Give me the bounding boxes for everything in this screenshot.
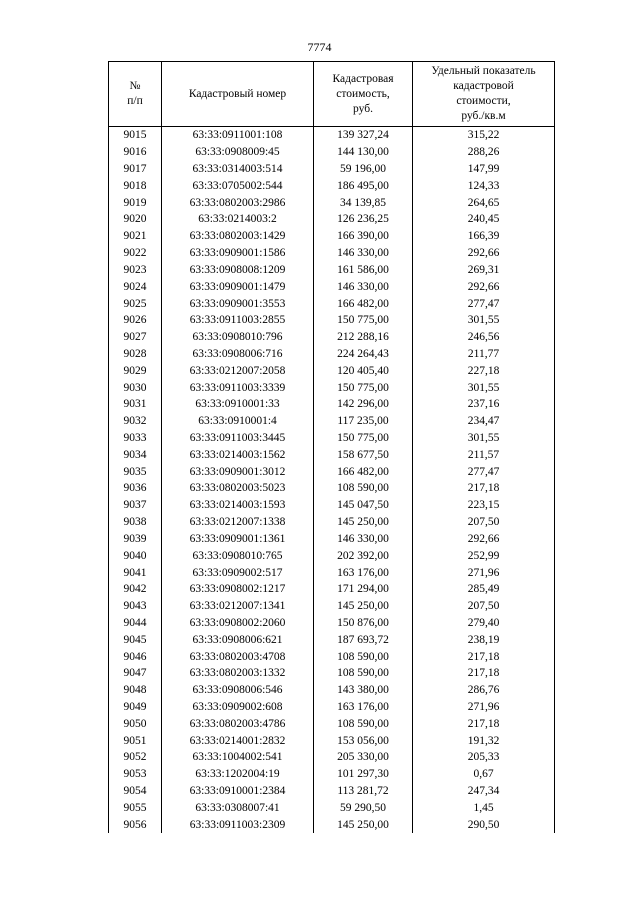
cadastral-number-cell: 63:33:1004002:541 [162, 749, 314, 766]
cadastral-number-cell: 63:33:0802003:5023 [162, 480, 314, 497]
specific-value-cell: 207,50 [413, 514, 555, 531]
cadastral-number-cell: 63:33:0212007:1341 [162, 598, 314, 615]
specific-value-cell: 271,96 [413, 564, 555, 581]
cadastral-number-cell: 63:33:0910001:33 [162, 396, 314, 413]
row-number-cell: 9031 [109, 396, 162, 413]
row-number-cell: 9017 [109, 161, 162, 178]
cadastral-value-cell: 146 330,00 [314, 531, 413, 548]
cadastral-value-cell: 108 590,00 [314, 648, 413, 665]
specific-value-cell: 217,18 [413, 480, 555, 497]
cadastral-value-cell: 108 590,00 [314, 715, 413, 732]
table-row [109, 262, 555, 279]
table-row [109, 413, 555, 430]
table-row [109, 598, 555, 615]
specific-value-cell: 227,18 [413, 362, 555, 379]
cadastral-value-cell: 166 482,00 [314, 463, 413, 480]
table-row [109, 245, 555, 262]
specific-value-cell: 277,47 [413, 295, 555, 312]
row-number-cell: 9049 [109, 699, 162, 716]
table-row [109, 749, 555, 766]
specific-value-cell: 217,18 [413, 648, 555, 665]
cadastral-value-cell: 166 390,00 [314, 228, 413, 245]
cadastral-value-cell: 163 176,00 [314, 699, 413, 716]
cadastral-number-cell: 63:33:0314003:514 [162, 161, 314, 178]
specific-value-cell: 315,22 [413, 127, 555, 144]
cadastral-number-cell: 63:33:0911003:3445 [162, 430, 314, 447]
cadastral-number-cell: 63:33:0705002:544 [162, 177, 314, 194]
specific-value-cell: 237,16 [413, 396, 555, 413]
table-row [109, 497, 555, 514]
table-row [109, 732, 555, 749]
cadastral-value-cell: 139 327,24 [314, 127, 413, 144]
table-row [109, 144, 555, 161]
table-row [109, 161, 555, 178]
cadastral-number-cell: 63:33:0802003:1429 [162, 228, 314, 245]
cadastral-number-cell: 63:33:0908002:2060 [162, 615, 314, 632]
specific-value-cell: 252,99 [413, 547, 555, 564]
cadastral-number-cell: 63:33:0909001:3553 [162, 295, 314, 312]
cadastral-number-cell: 63:33:0911003:2855 [162, 312, 314, 329]
specific-value-cell: 292,66 [413, 245, 555, 262]
row-number-cell: 9046 [109, 648, 162, 665]
cadastral-number-cell: 63:33:0212007:1338 [162, 514, 314, 531]
cadastral-value-cell: 205 330,00 [314, 749, 413, 766]
table-row [109, 430, 555, 447]
cadastral-number-cell: 63:33:0802003:1332 [162, 665, 314, 682]
cadastral-number-cell: 63:33:0909002:517 [162, 564, 314, 581]
cadastral-number-cell: 63:33:0214003:2 [162, 211, 314, 228]
row-number-cell: 9020 [109, 211, 162, 228]
cadastral-value-cell: 212 288,16 [314, 329, 413, 346]
specific-value-cell: 292,66 [413, 278, 555, 295]
cadastral-value-cell: 113 281,72 [314, 783, 413, 800]
specific-value-cell: 290,50 [413, 816, 555, 833]
table-row [109, 766, 555, 783]
specific-value-cell: 279,40 [413, 615, 555, 632]
specific-value-cell: 147,99 [413, 161, 555, 178]
specific-value-cell: 288,26 [413, 144, 555, 161]
cadastral-value-cell: 143 380,00 [314, 682, 413, 699]
cadastral-value-cell: 117 235,00 [314, 413, 413, 430]
table-row [109, 127, 555, 144]
specific-value-cell: 247,34 [413, 783, 555, 800]
cadastral-value-cell: 120 405,40 [314, 362, 413, 379]
specific-value-cell: 285,49 [413, 581, 555, 598]
cadastral-value-cell: 145 250,00 [314, 598, 413, 615]
specific-value-cell: 264,65 [413, 194, 555, 211]
cadastral-number-cell: 63:33:0214003:1593 [162, 497, 314, 514]
table-row [109, 312, 555, 329]
row-number-cell: 9027 [109, 329, 162, 346]
row-number-cell: 9050 [109, 715, 162, 732]
table-row [109, 531, 555, 548]
cadastral-value-cell: 150 775,00 [314, 430, 413, 447]
row-number-cell: 9022 [109, 245, 162, 262]
table-row [109, 295, 555, 312]
specific-value-cell: 205,33 [413, 749, 555, 766]
cadastral-number-cell: 63:33:0910001:2384 [162, 783, 314, 800]
cadastral-value-cell: 145 250,00 [314, 514, 413, 531]
table-row [109, 682, 555, 699]
cadastral-number-cell: 63:33:0909001:1479 [162, 278, 314, 295]
row-number-cell: 9023 [109, 262, 162, 279]
cadastral-value-cell: 150 775,00 [314, 379, 413, 396]
cadastral-number-cell: 63:33:0910001:4 [162, 413, 314, 430]
cadastral-value-table [108, 61, 555, 833]
specific-value-cell: 286,76 [413, 682, 555, 699]
specific-value-cell: 271,96 [413, 699, 555, 716]
cadastral-number-cell: 63:33:0909002:608 [162, 699, 314, 716]
specific-value-cell: 211,57 [413, 446, 555, 463]
row-number-cell: 9055 [109, 800, 162, 817]
specific-value-cell: 1,45 [413, 800, 555, 817]
specific-value-cell: 223,15 [413, 497, 555, 514]
cadastral-value-cell: 150 876,00 [314, 615, 413, 632]
cadastral-value-cell: 153 056,00 [314, 732, 413, 749]
cadastral-number-cell: 63:33:0802003:4786 [162, 715, 314, 732]
cadastral-number-cell: 63:33:0212007:2058 [162, 362, 314, 379]
row-number-cell: 9056 [109, 816, 162, 833]
table-header [109, 62, 555, 127]
specific-value-cell: 124,33 [413, 177, 555, 194]
row-number-cell: 9038 [109, 514, 162, 531]
cadastral-value-cell: 202 392,00 [314, 547, 413, 564]
cadastral-value-cell: 146 330,00 [314, 278, 413, 295]
table-row [109, 665, 555, 682]
cadastral-number-cell: 63:33:0909001:1586 [162, 245, 314, 262]
row-number-cell: 9037 [109, 497, 162, 514]
specific-value-cell: 211,77 [413, 346, 555, 363]
cadastral-value-cell: 163 176,00 [314, 564, 413, 581]
row-number-cell: 9033 [109, 430, 162, 447]
specific-value-cell: 301,55 [413, 430, 555, 447]
specific-value-cell: 301,55 [413, 379, 555, 396]
table-row [109, 615, 555, 632]
cadastral-value-cell: 158 677,50 [314, 446, 413, 463]
header-row [109, 62, 555, 127]
specific-value-cell: 217,18 [413, 715, 555, 732]
row-number-cell: 9016 [109, 144, 162, 161]
row-number-cell: 9054 [109, 783, 162, 800]
cadastral-value-cell: 161 586,00 [314, 262, 413, 279]
cadastral-value-cell: 142 296,00 [314, 396, 413, 413]
row-number-cell: 9034 [109, 446, 162, 463]
row-number-cell: 9028 [109, 346, 162, 363]
cadastral-value-cell: 145 047,50 [314, 497, 413, 514]
specific-value-cell: 191,32 [413, 732, 555, 749]
row-number-cell: 9052 [109, 749, 162, 766]
row-number-cell: 9040 [109, 547, 162, 564]
cadastral-number-cell: 63:33:0908002:1217 [162, 581, 314, 598]
cadastral-value-cell: 186 495,00 [314, 177, 413, 194]
table-row [109, 329, 555, 346]
row-number-cell: 9045 [109, 631, 162, 648]
specific-value-cell: 217,18 [413, 665, 555, 682]
row-number-cell: 9015 [109, 127, 162, 144]
row-number-cell: 9043 [109, 598, 162, 615]
specific-value-cell: 238,19 [413, 631, 555, 648]
table-row [109, 480, 555, 497]
row-number-cell: 9041 [109, 564, 162, 581]
page-number: 7774 [307, 40, 332, 54]
row-number-cell: 9024 [109, 278, 162, 295]
table-row [109, 211, 555, 228]
cadastral-number-cell: 63:33:0909001:1361 [162, 531, 314, 548]
cadastral-number-cell: 63:33:0802003:4708 [162, 648, 314, 665]
table-row [109, 446, 555, 463]
row-number-cell: 9047 [109, 665, 162, 682]
table-row [109, 816, 555, 833]
row-number-cell: 9025 [109, 295, 162, 312]
row-number-cell: 9036 [109, 480, 162, 497]
row-number-cell: 9018 [109, 177, 162, 194]
cadastral-value-cell: 171 294,00 [314, 581, 413, 598]
table-row [109, 581, 555, 598]
cadastral-value-cell: 34 139,85 [314, 194, 413, 211]
row-number-cell: 9048 [109, 682, 162, 699]
cadastral-value-cell: 59 290,50 [314, 800, 413, 817]
table-row [109, 715, 555, 732]
table-row [109, 228, 555, 245]
specific-value-cell: 277,47 [413, 463, 555, 480]
cadastral-value-cell: 144 130,00 [314, 144, 413, 161]
cadastral-value-cell: 59 196,00 [314, 161, 413, 178]
cadastral-number-cell: 63:33:0214003:1562 [162, 446, 314, 463]
row-number-cell: 9026 [109, 312, 162, 329]
table-row [109, 379, 555, 396]
cadastral-number-cell: 63:33:0908010:796 [162, 329, 314, 346]
row-number-cell: 9042 [109, 581, 162, 598]
cadastral-number-cell: 63:33:0908006:716 [162, 346, 314, 363]
table-row [109, 346, 555, 363]
cadastral-number-cell: 63:33:0802003:2986 [162, 194, 314, 211]
header-specific-value: Удельный показатель кадастровой стоимости, руб./кв.м [413, 62, 555, 127]
specific-value-cell: 269,31 [413, 262, 555, 279]
cadastral-number-cell: 63:33:0909001:3012 [162, 463, 314, 480]
cadastral-value-cell: 101 297,30 [314, 766, 413, 783]
table-body [109, 127, 555, 834]
specific-value-cell: 207,50 [413, 598, 555, 615]
cadastral-number-cell: 63:33:0308007:41 [162, 800, 314, 817]
specific-value-cell: 246,56 [413, 329, 555, 346]
specific-value-cell: 234,47 [413, 413, 555, 430]
table-row [109, 800, 555, 817]
specific-value-cell: 240,45 [413, 211, 555, 228]
header-cadastral-value: Кадастровая стоимость, руб. [314, 62, 413, 127]
cadastral-value-cell: 146 330,00 [314, 245, 413, 262]
table-row [109, 194, 555, 211]
row-number-cell: 9051 [109, 732, 162, 749]
specific-value-cell: 292,66 [413, 531, 555, 548]
cadastral-number-cell: 63:33:0908009:45 [162, 144, 314, 161]
cadastral-value-cell: 150 775,00 [314, 312, 413, 329]
table-row [109, 362, 555, 379]
table-row [109, 547, 555, 564]
cadastral-number-cell: 63:33:0908006:546 [162, 682, 314, 699]
cadastral-value-cell: 108 590,00 [314, 480, 413, 497]
row-number-cell: 9039 [109, 531, 162, 548]
cadastral-value-cell: 108 590,00 [314, 665, 413, 682]
row-number-cell: 9032 [109, 413, 162, 430]
cadastral-number-cell: 63:33:0908006:621 [162, 631, 314, 648]
table-row [109, 699, 555, 716]
cadastral-number-cell: 63:33:0911003:3339 [162, 379, 314, 396]
cadastral-value-cell: 145 250,00 [314, 816, 413, 833]
cadastral-number-cell: 63:33:0908010:765 [162, 547, 314, 564]
row-number-cell: 9021 [109, 228, 162, 245]
table-row [109, 396, 555, 413]
header-cadastral-number: Кадастровый номер [162, 62, 314, 127]
row-number-cell: 9019 [109, 194, 162, 211]
row-number-cell: 9044 [109, 615, 162, 632]
cadastral-number-cell: 63:33:1202004:19 [162, 766, 314, 783]
row-number-cell: 9053 [109, 766, 162, 783]
cadastral-value-cell: 166 482,00 [314, 295, 413, 312]
cadastral-value-cell: 224 264,43 [314, 346, 413, 363]
cadastral-value-cell: 126 236,25 [314, 211, 413, 228]
table-row [109, 631, 555, 648]
row-number-cell: 9035 [109, 463, 162, 480]
table-row [109, 514, 555, 531]
cadastral-number-cell: 63:33:0908008:1209 [162, 262, 314, 279]
cadastral-value-cell: 187 693,72 [314, 631, 413, 648]
table-row [109, 564, 555, 581]
cadastral-number-cell: 63:33:0911001:108 [162, 127, 314, 144]
table-row [109, 278, 555, 295]
specific-value-cell: 301,55 [413, 312, 555, 329]
cadastral-number-cell: 63:33:0214001:2832 [162, 732, 314, 749]
table-row [109, 648, 555, 665]
row-number-cell: 9029 [109, 362, 162, 379]
specific-value-cell: 166,39 [413, 228, 555, 245]
cadastral-number-cell: 63:33:0911003:2309 [162, 816, 314, 833]
table-row [109, 783, 555, 800]
specific-value-cell: 0,67 [413, 766, 555, 783]
table-row [109, 463, 555, 480]
header-row-number: № п/п [109, 62, 162, 127]
table-row [109, 177, 555, 194]
row-number-cell: 9030 [109, 379, 162, 396]
